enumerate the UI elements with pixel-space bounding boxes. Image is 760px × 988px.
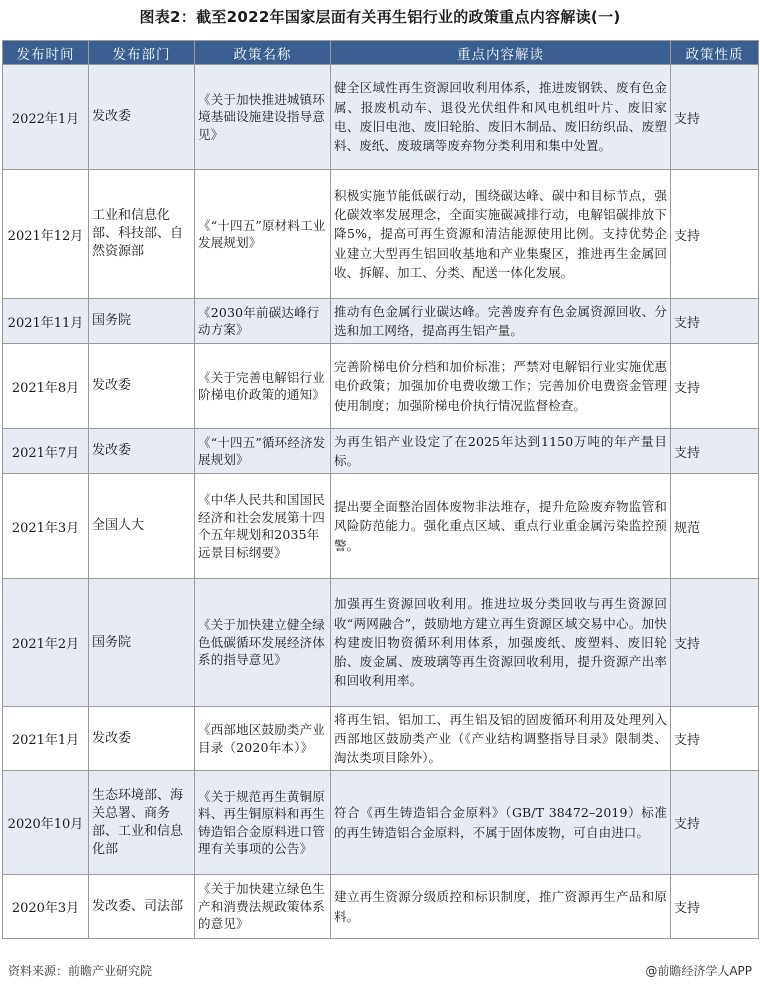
row-date: 2022年1月: [3, 65, 89, 170]
table-row: [3, 344, 759, 429]
row-date: 2021年3月: [3, 474, 89, 579]
table-row: [3, 474, 759, 579]
source-note: 资料来源：前瞻产业研究院: [8, 964, 153, 978]
row-nature: 支持: [671, 65, 759, 170]
row-date: 2021年8月: [3, 344, 89, 429]
row-date: 2021年12月: [3, 170, 89, 299]
row-policy-name: 《关于加快推进城镇环境基础设施建设指导意见》: [195, 65, 331, 170]
row-policy-name: 《中华人民共和国国民经济和社会发展第十四个五年规划和2035年远景目标纲要》: [195, 474, 331, 579]
row-content: 健全区域性再生资源回收利用体系，推进废钢铁、废有色金属、报废机动车、退役光伏组件和风电机组叶片、废旧家电、废旧电池、废旧轮胎、废旧木制品、废旧纺织品、废塑料、废纸、废玻璃等废弃物分类利用和集中处置。: [331, 65, 671, 170]
header-dept: 发布部门: [89, 41, 195, 65]
header-content: 重点内容解读: [331, 41, 671, 65]
row-dept: 发改委: [89, 707, 195, 771]
row-content: 积极实施节能低碳行动，围绕碳达峰、碳中和目标节点，强化碳效率发展理念，全面实施碳减排行动，电解铝碳排放下降5%，提高可再生资源和清洁能源使用比例。支持优势企业建立大型再生铝回收基地和产业集聚区，推进再生金属回收、拆解、加工、分类、配送一体化发展。: [331, 170, 671, 299]
row-content: 加强再生资源回收利用。推进垃圾分类回收与再生资源回收“两网融合”，鼓励地方建立再生资源区域交易中心。加快构建废旧物资循环利用体系，加强废纸、废塑料、废旧轮胎、废金属、废玻璃等再生资源回收利用，提升资源产出率和回收利用率。: [331, 579, 671, 707]
table-row: [3, 875, 759, 939]
table-row: [3, 299, 759, 344]
row-nature: 支持: [671, 875, 759, 939]
table-row: [3, 65, 759, 170]
row-content: 为再生铝产业设定了在2025年达到1150万吨的年产量目标。: [331, 429, 671, 474]
row-dept: 国务院: [89, 299, 195, 344]
row-date: 2021年1月: [3, 707, 89, 771]
header-nature: 政策性质: [671, 41, 759, 65]
row-date: 2020年3月: [3, 875, 89, 939]
row-dept: 国务院: [89, 579, 195, 707]
row-dept: 发改委、司法部: [89, 875, 195, 939]
table-header-row: [3, 41, 759, 65]
policy-table: [2, 40, 759, 939]
row-content: 完善阶梯电价分档和加价标准；严禁对电解铝行业实施优惠电价政策；加强加价电费收缴工作；完善加价电费资金管理使用制度；加强阶梯电价执行情况监督检查。: [331, 344, 671, 429]
table-row: [3, 771, 759, 875]
row-dept: 发改委: [89, 429, 195, 474]
row-date: 2020年10月: [3, 771, 89, 875]
brand-credit: @前瞻经济学人APP: [645, 964, 752, 978]
row-nature: 支持: [671, 771, 759, 875]
row-content: 建立再生资源分级质控和标识制度，推广资源再生产品和原料。: [331, 875, 671, 939]
row-nature: 支持: [671, 344, 759, 429]
row-content: 将再生铝、铝加工、再生铝及铝的固废循环利用及处理列入西部地区鼓励类产业（《产业结构调整指导目录》限制类、淘汰类项目除外）。: [331, 707, 671, 771]
row-date: 2021年7月: [3, 429, 89, 474]
row-policy-name: 《“十四五”循环经济发展规划》: [195, 429, 331, 474]
table-row: [3, 170, 759, 299]
row-content: 推动有色金属行业碳达峰。完善废弃有色金属资源回收、分选和加工网络，提高再生铝产量。: [331, 299, 671, 344]
row-dept: 发改委: [89, 344, 195, 429]
row-dept: 全国人大: [89, 474, 195, 579]
row-nature: 规范: [671, 474, 759, 579]
row-date: 2021年11月: [3, 299, 89, 344]
table-row: [3, 579, 759, 707]
row-policy-name: 《关于加快建立绿色生产和消费法规政策体系的意见》: [195, 875, 331, 939]
row-dept: 生态环境部、海关总署、商务部、工业和信息化部: [89, 771, 195, 875]
row-policy-name: 《西部地区鼓励类产业目录（2020年本）》: [195, 707, 331, 771]
row-nature: 支持: [671, 579, 759, 707]
row-nature: 支持: [671, 299, 759, 344]
row-policy-name: 《2030年前碳达峰行动方案》: [195, 299, 331, 344]
table-row: [3, 429, 759, 474]
row-nature: 支持: [671, 707, 759, 771]
chart-title: 图表2：截至2022年国家层面有关再生铝行业的政策重点内容解读(一): [139, 8, 621, 26]
row-policy-name: 《“十四五”原材料工业发展规划》: [195, 170, 331, 299]
row-policy-name: 《关于完善电解铝行业阶梯电价政策的通知》: [195, 344, 331, 429]
row-date: 2021年2月: [3, 579, 89, 707]
row-content: 符合《再生铸造铝合金原料》（GB/T 38472–2019）标准的再生铸造铝合金原料，不属于固体废物，可自由进口。: [331, 771, 671, 875]
header-name: 政策名称: [195, 41, 331, 65]
row-nature: 支持: [671, 170, 759, 299]
row-nature: 支持: [671, 429, 759, 474]
row-dept: 工业和信息化部、科技部、自然资源部: [89, 170, 195, 299]
row-dept: 发改委: [89, 65, 195, 170]
table-row: [3, 707, 759, 771]
header-date: 发布时间: [3, 41, 89, 65]
row-policy-name: 《关于加快建立健全绿色低碳循环发展经济体系的指导意见》: [195, 579, 331, 707]
row-content: 提出要全面整治固体废物非法堆存，提升危险废弃物监管和风险防范能力。强化重点区域、重点行业重金属污染监控预警。: [331, 474, 671, 579]
row-policy-name: 《关于规范再生黄铜原料、再生铜原料和再生铸造铝合金原料进口管理有关事项的公告》: [195, 771, 331, 875]
